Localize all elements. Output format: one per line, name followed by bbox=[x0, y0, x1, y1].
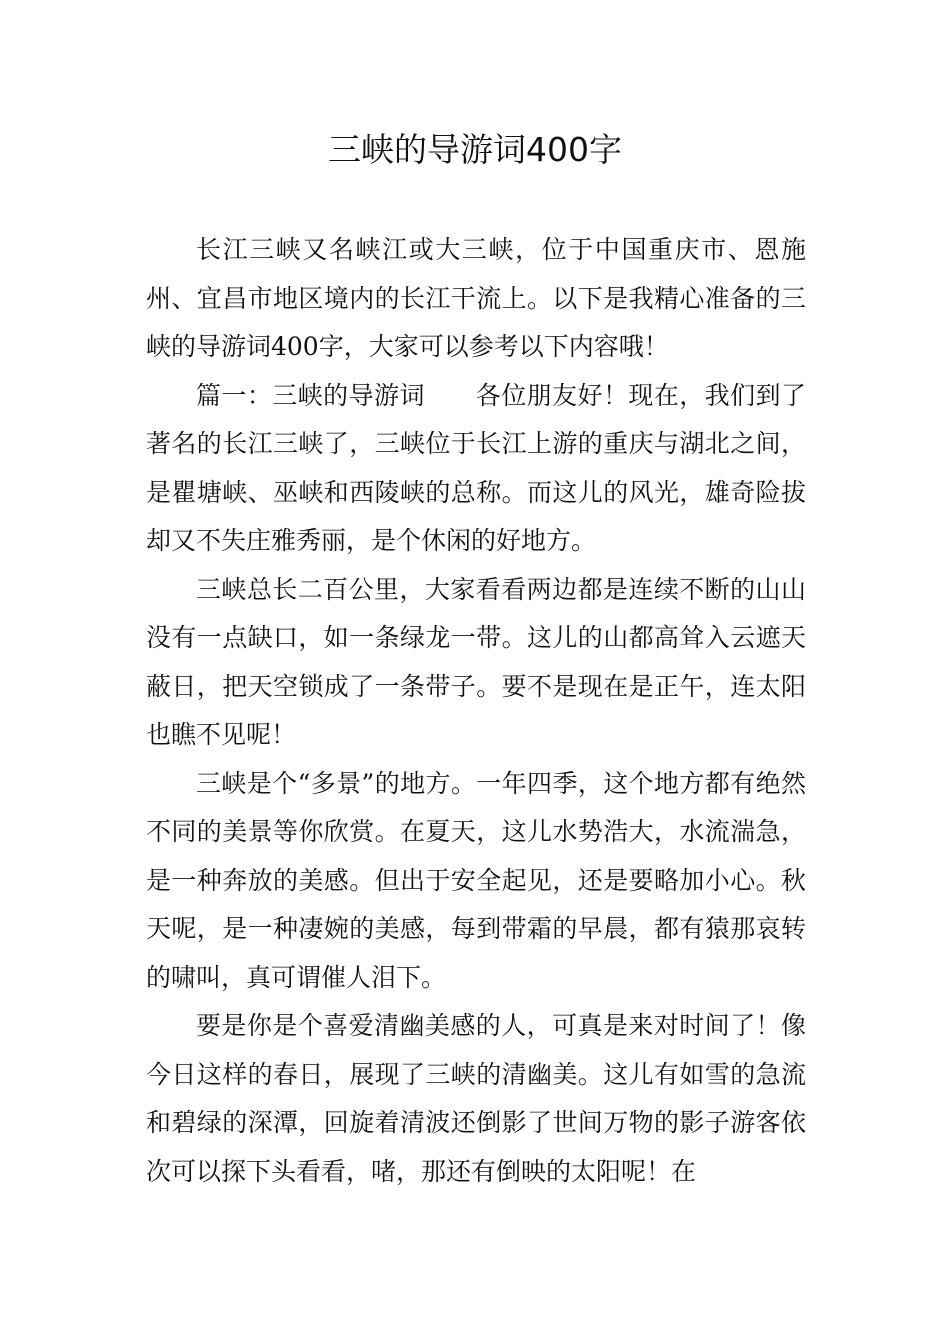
document-body bbox=[146, 226, 806, 1196]
paragraph-seasons: 三峡是个“多景”的地方。一年四季，这个地方都有绝然不同的美景等你欣赏。在夏天，这儿水势浩大，水流湍急，是一种奔放的美感。但出于安全起见，还是要略加小心。秋天呢，是一种凄婉的美感，每到带霜的早晨，都有猿那哀转的啸叫，真可谓催人泪下。 bbox=[146, 768, 806, 992]
paragraph-part-one: 篇一：三峡的导游词 各位朋友好！现在，我们到了著名的长江三峡了，三峡位于长江上游的重庆与湖北之间，是瞿塘峡、巫峡和西陵峡的总称。而这儿的风光，雄奇险拔却又不失庄雅秀丽，是个休闲的好地方。 bbox=[146, 380, 806, 555]
paragraph-intro: 长江三峡又名峡江或大三峡，位于中国重庆市、恩施州、宜昌市地区境内的长江干流上。以下是我精心准备的三峡的导游词400字，大家可以参考以下内容哦！ bbox=[146, 235, 806, 361]
paragraph-length: 三峡总长二百公里，大家看看两边都是连续不断的山山没有一点缺口，如一条绿龙一带。这儿的山都高耸入云遮天蔽日，把天空锁成了一条带子。要不是现在是正午，连太阳也瞧不见呢！ bbox=[146, 574, 806, 749]
paragraph-spring: 要是你是个喜爱清幽美感的人，可真是来对时间了！像今日这样的春日，展现了三峡的清幽美。这儿有如雪的急流和碧绿的深潭，回旋着清波还倒影了世间万物的影子游客依次可以探下头看看，啫，那还有倒映的太阳呢！在 bbox=[146, 1011, 806, 1186]
document-title: 三峡的导游词400字 bbox=[328, 130, 622, 169]
